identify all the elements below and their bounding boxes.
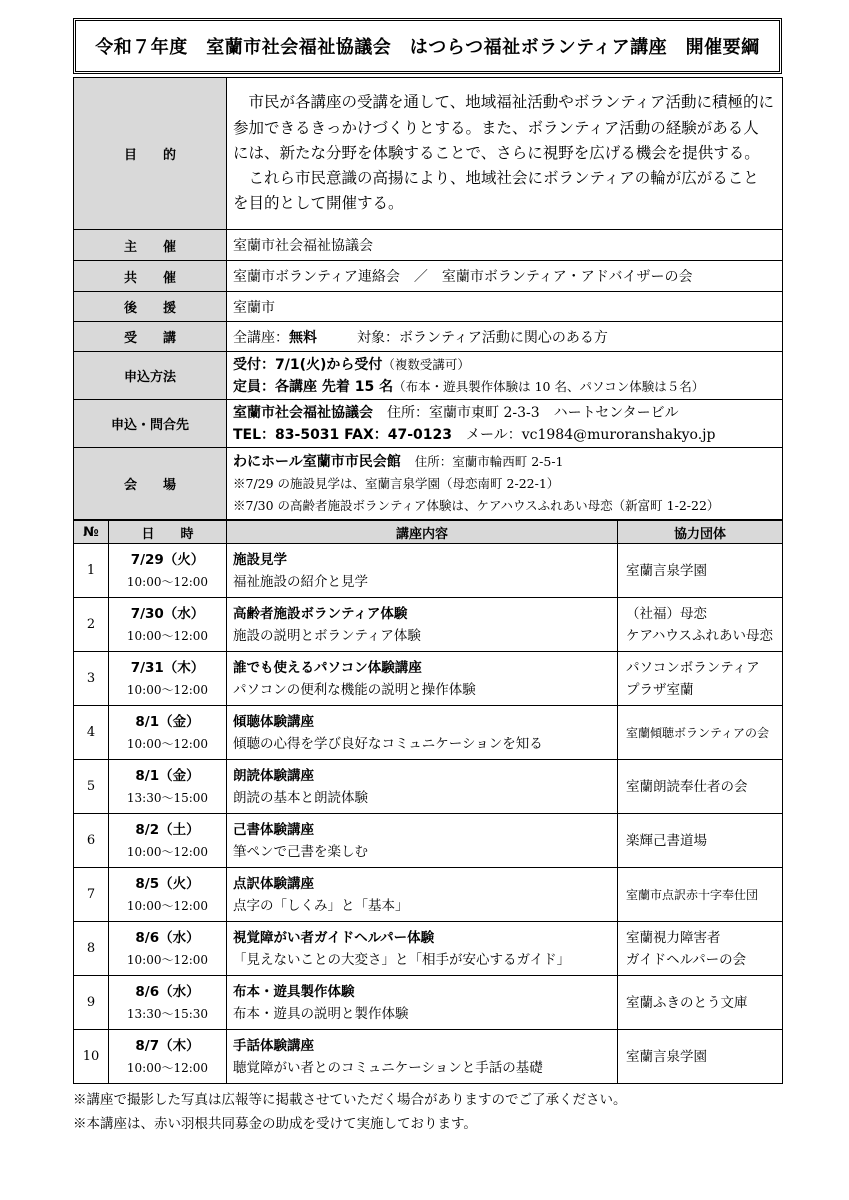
row-time: 13:30～15:00	[126, 790, 209, 805]
row-course	[227, 544, 618, 598]
row-number: 9	[74, 976, 109, 1030]
host-label: 主 催	[74, 230, 227, 261]
row-time: 10:00～12:00	[126, 1060, 209, 1075]
row-date: 7/29（火）	[130, 551, 205, 568]
venue-address: 住所：室蘭市輪西町 2-5-1	[414, 453, 564, 469]
course-description: 福祉施設の紹介と見学	[233, 573, 368, 590]
coop-name: 室蘭朗読奉仕者の会	[626, 778, 748, 795]
note-photo: ※講座で撮影した写真は広報等に掲載させていただく場合がありますのでご了承ください。	[73, 1092, 627, 1108]
row-coop	[618, 652, 783, 706]
support-label: 後 援	[74, 292, 227, 322]
schedule-row	[74, 598, 783, 652]
course-title: 視覚障がい者ガイドヘルパー体験	[233, 929, 435, 946]
row-time: 10:00～12:00	[126, 736, 209, 751]
row-datetime	[109, 922, 227, 976]
row-coop	[618, 706, 783, 760]
attend-prefix: 全講座：	[233, 329, 289, 346]
header-date: 日 時	[109, 521, 227, 544]
apply-label: 申込方法	[74, 352, 227, 400]
row-time: 10:00～12:00	[126, 574, 209, 589]
schedule-row	[74, 922, 783, 976]
row-time: 10:00～12:00	[126, 844, 209, 859]
row-date: 8/6（水）	[135, 929, 200, 946]
header-no: №	[74, 521, 109, 544]
venue-note-2: ※7/30 の高齢者施設ボランティア体験は、ケアハウスふれあい母恋（新富町 1-2-22）	[233, 497, 720, 513]
row-course	[227, 652, 618, 706]
schedule-table	[73, 520, 783, 1084]
coop-name: 室蘭ふきのとう文庫	[626, 994, 748, 1011]
course-title: 点訳体験講座	[233, 875, 314, 892]
row-coop	[618, 922, 783, 976]
course-description: パソコンの便利な機能の説明と操作体験	[233, 681, 476, 698]
contact-org: 室蘭市社会福祉協議会	[233, 404, 373, 421]
row-number: 3	[74, 652, 109, 706]
row-course	[227, 814, 618, 868]
row-datetime	[109, 760, 227, 814]
coop-name-line2: ケアハウスふれあい母恋	[626, 627, 774, 644]
purpose-paragraph-1: 市民が各講座の受講を通して、地域福祉活動やボランティア活動に積極的に参加できるきっかけづくりとする。また、ボランティア活動の経験がある人には、新たな分野を体験することで、さらに視野を広げる機会を提供する。	[233, 93, 774, 162]
venue-note-1: ※7/29 の施設見学は、室蘭言泉学園（母恋南町 2-22-1）	[233, 475, 560, 491]
venue-label: 会 場	[74, 448, 227, 520]
row-datetime	[109, 544, 227, 598]
coop-name: 室蘭言泉学園	[626, 1048, 707, 1065]
support-row	[74, 292, 783, 322]
row-date: 8/1（金）	[135, 767, 200, 784]
row-time: 10:00～12:00	[126, 628, 209, 643]
course-description: 傾聴の心得を学び良好なコミュニケーションを知る	[233, 735, 543, 752]
row-datetime	[109, 814, 227, 868]
row-number: 4	[74, 706, 109, 760]
host-value: 室蘭市社会福祉協議会	[227, 230, 783, 261]
host-row	[74, 230, 783, 261]
apply-capacity-note: （布本・遊具製作体験は 10 名、パソコン体験は５名）	[393, 378, 705, 394]
schedule-row	[74, 868, 783, 922]
row-number: 8	[74, 922, 109, 976]
coop-name: パソコンボランティア	[626, 659, 760, 676]
row-date: 8/1（金）	[135, 713, 200, 730]
schedule-row	[74, 1030, 783, 1084]
header-course: 講座内容	[227, 521, 618, 544]
venue-value	[227, 448, 783, 520]
course-description: 朗読の基本と朗読体験	[233, 789, 368, 806]
apply-row	[74, 352, 783, 400]
coop-name-line2: ガイドヘルパーの会	[626, 951, 747, 968]
course-title: 傾聴体験講座	[233, 713, 314, 730]
attend-row	[74, 322, 783, 352]
row-datetime	[109, 976, 227, 1030]
row-number: 6	[74, 814, 109, 868]
course-title: 布本・遊具製作体験	[233, 983, 355, 1000]
schedule-row	[74, 814, 783, 868]
row-coop	[618, 1030, 783, 1084]
row-datetime	[109, 706, 227, 760]
coop-name: 楽輝己書道場	[626, 832, 707, 849]
row-date: 7/30（水）	[130, 605, 205, 622]
apply-reception-note: （複数受講可）	[382, 356, 470, 372]
apply-value	[227, 352, 783, 400]
contact-label: 申込・問合先	[74, 400, 227, 448]
schedule-row	[74, 652, 783, 706]
course-description: 聴覚障がい者とのコミュニケーションと手話の基礎	[233, 1059, 543, 1076]
row-time: 10:00～12:00	[126, 898, 209, 913]
support-value: 室蘭市	[227, 292, 783, 322]
info-table	[73, 77, 783, 520]
course-title: 高齢者施設ボランティア体験	[233, 605, 408, 622]
purpose-label: 目 的	[74, 78, 227, 230]
cohost-value: 室蘭市ボランティア連絡会 ／ 室蘭市ボランティア・アドバイザーの会	[227, 261, 783, 292]
row-coop	[618, 868, 783, 922]
document-page	[73, 18, 782, 1136]
cohost-row	[74, 261, 783, 292]
note-fund: ※本講座は、赤い羽根共同募金の助成を受けて実施しております。	[73, 1116, 477, 1132]
coop-name-line2: プラザ室蘭	[626, 681, 694, 698]
notes	[73, 1088, 782, 1136]
row-date: 8/7（木）	[135, 1037, 200, 1054]
row-course	[227, 922, 618, 976]
course-title: 誰でも使えるパソコン体験講座	[233, 659, 422, 676]
row-datetime	[109, 868, 227, 922]
row-datetime	[109, 598, 227, 652]
row-coop	[618, 814, 783, 868]
schedule-header-row	[74, 521, 783, 544]
row-course	[227, 976, 618, 1030]
row-coop	[618, 598, 783, 652]
apply-reception: 受付：7/1(火)から受付	[233, 356, 383, 373]
row-course	[227, 598, 618, 652]
purpose-paragraph-2: これら市民意識の高揚により、地域社会にボランティアの輪が広がることを目的として開催する。	[233, 169, 759, 213]
row-date: 8/6（水）	[135, 983, 200, 1000]
row-number: 1	[74, 544, 109, 598]
coop-name: 室蘭傾聴ボランティアの会	[626, 725, 770, 740]
row-number: 7	[74, 868, 109, 922]
row-datetime	[109, 1030, 227, 1084]
course-title: 施設見学	[233, 551, 287, 568]
attend-free: 無料	[289, 329, 317, 346]
coop-name: 室蘭言泉学園	[626, 562, 707, 579]
row-date: 8/2（土）	[135, 821, 200, 838]
schedule-row	[74, 706, 783, 760]
row-course	[227, 706, 618, 760]
attend-label: 受 講	[74, 322, 227, 352]
row-coop	[618, 544, 783, 598]
schedule-row	[74, 544, 783, 598]
course-description: 施設の説明とボランティア体験	[233, 627, 421, 644]
row-date: 8/5（火）	[135, 875, 200, 892]
header-coop: 協力団体	[618, 521, 783, 544]
apply-capacity: 定員：各講座 先着 15 名	[233, 378, 394, 395]
coop-name: 室蘭市点訳赤十字奉仕団	[626, 887, 759, 902]
attend-target: 対象：ボランティア活動に関心のある方	[357, 329, 608, 346]
row-coop	[618, 976, 783, 1030]
row-time: 13:30～15:30	[126, 1006, 209, 1021]
row-number: 10	[74, 1030, 109, 1084]
row-number: 5	[74, 760, 109, 814]
row-number: 2	[74, 598, 109, 652]
schedule-row	[74, 760, 783, 814]
row-course	[227, 1030, 618, 1084]
course-description: 筆ペンで己書を楽しむ	[233, 843, 368, 860]
cohost-label: 共 催	[74, 261, 227, 292]
venue-row	[74, 448, 783, 520]
contact-address: 住所：室蘭市東町 2-3-3 ハートセンタービル	[387, 404, 679, 421]
row-time: 10:00～12:00	[126, 682, 209, 697]
coop-name: （社福）母恋	[626, 605, 707, 622]
row-coop	[618, 760, 783, 814]
contact-mail: メール：vc1984@muroranshakyo.jp	[466, 426, 716, 443]
attend-value	[227, 322, 783, 352]
venue-name: わにホール室蘭市市民会館	[233, 453, 401, 470]
course-title: 己書体験講座	[233, 821, 314, 838]
row-course	[227, 868, 618, 922]
schedule-body	[74, 544, 783, 1084]
course-title: 手話体験講座	[233, 1037, 314, 1054]
document-title: 令和７年度 室蘭市社会福祉協議会 はつらつ福祉ボランティア講座 開催要綱	[73, 18, 782, 74]
purpose-text	[227, 78, 783, 230]
contact-tel: TEL：83-5031 FAX：47-0123	[233, 426, 453, 443]
purpose-row	[74, 78, 783, 230]
row-course	[227, 760, 618, 814]
course-description: 点字の「しくみ」と「基本」	[233, 897, 409, 914]
course-title: 朗読体験講座	[233, 767, 314, 784]
course-description: 布本・遊具の説明と製作体験	[233, 1005, 409, 1022]
row-time: 10:00～12:00	[126, 952, 209, 967]
coop-name: 室蘭視力障害者	[626, 929, 721, 946]
contact-row	[74, 400, 783, 448]
schedule-row	[74, 976, 783, 1030]
contact-value	[227, 400, 783, 448]
row-datetime	[109, 652, 227, 706]
course-description: 「見えないことの大変さ」と「相手が安心するガイド」	[233, 951, 571, 968]
row-date: 7/31（木）	[130, 659, 205, 676]
